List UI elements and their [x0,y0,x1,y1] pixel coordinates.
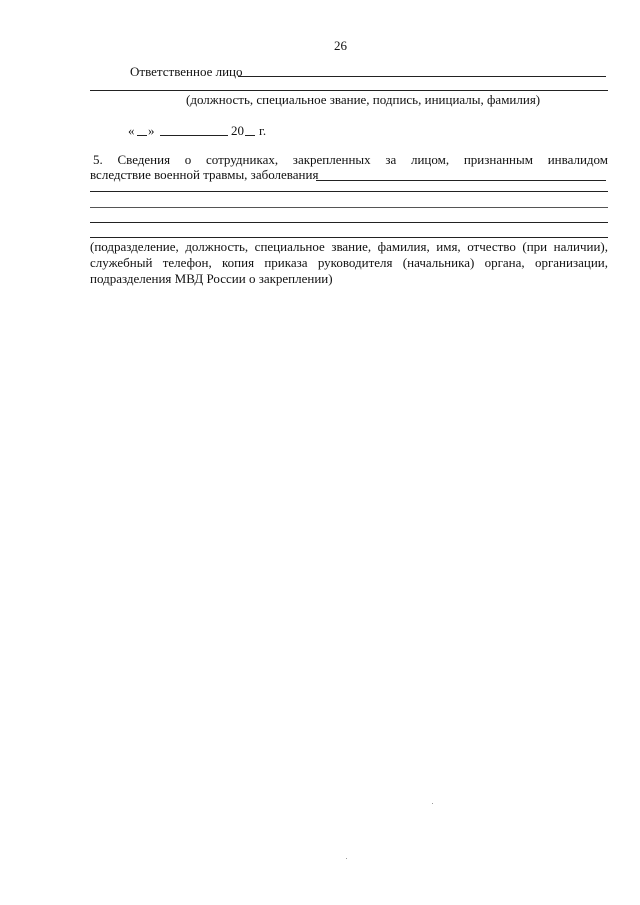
section5-caption-line1: (подразделение, должность, специальное звание, фамилия, имя, отчество (при наличии), [90,239,608,254]
section5-fill-line-5 [90,237,608,238]
section5-fill-line-4 [90,222,608,223]
scan-speck [432,803,433,804]
section5-caption-line3: подразделения МВД России о закреплении) [90,271,333,286]
section5-fill-line-3 [90,207,608,208]
responsible-fill-line [238,76,606,77]
date-month-line [160,135,228,136]
section5-line2: вследствие военной травмы, заболевания [90,167,319,182]
section5-line1: 5. Сведения о сотрудниках, закрепленных за лицом, признанным инвалидом [93,152,608,167]
date-open-quote: « [128,123,135,138]
date-close-quote: » [148,123,155,138]
date-day-line [137,135,147,136]
section5-fill-line-1 [316,180,606,181]
section5-caption-line2: служебный телефон, копия приказа руководителя (начальника) органа, организации, [90,255,608,270]
date-year-suffix: г. [259,123,267,138]
section5-fill-line-2 [90,191,608,192]
responsible-caption: (должность, специальное звание, подпись, инициалы, фамилия) [186,92,541,107]
page-number: 26 [334,38,347,53]
scan-speck [346,858,347,859]
date-year-line [245,135,255,136]
responsible-second-line [90,90,608,91]
date-year-prefix: 20 [231,123,244,138]
responsible-label: Ответственное лицо [130,64,243,79]
